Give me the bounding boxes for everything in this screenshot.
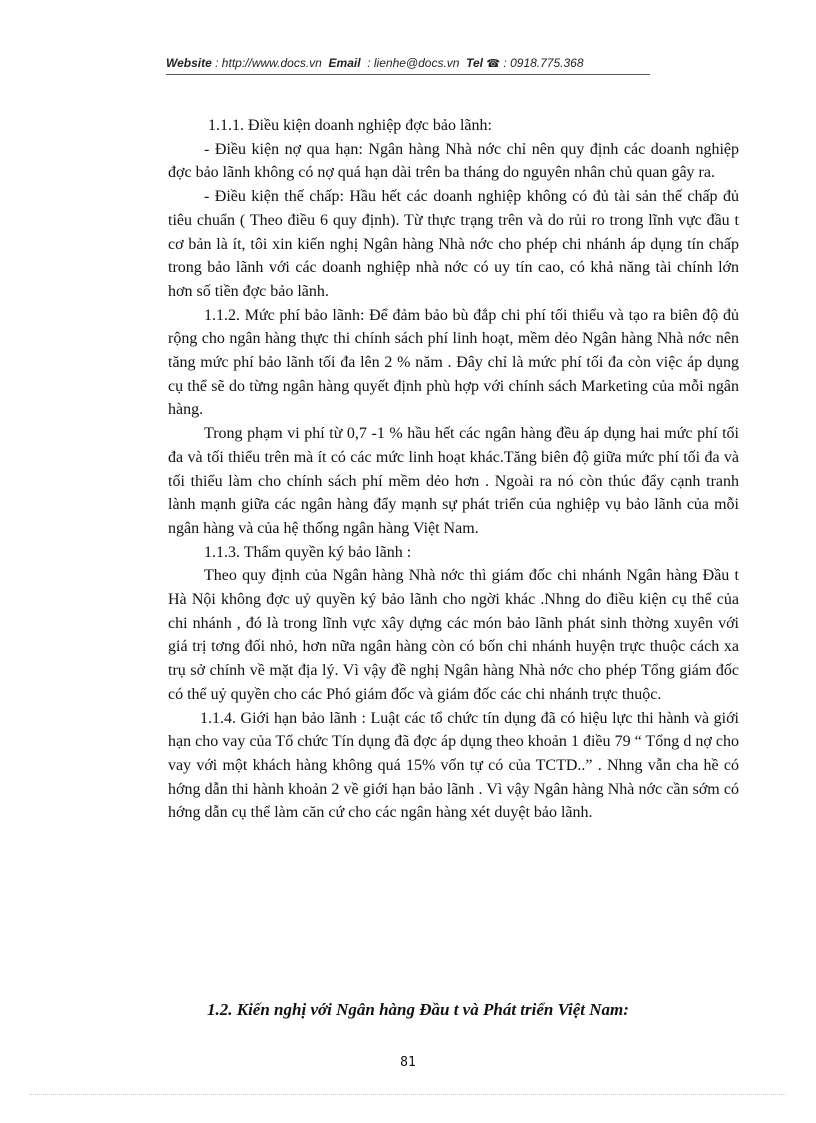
phone-icon: ☎ bbox=[486, 58, 501, 70]
website-label: Website bbox=[166, 56, 212, 70]
tel-value: : 0918.775.368 bbox=[503, 56, 584, 70]
document-body bbox=[168, 114, 739, 825]
website-value: : http://www.docs.vn bbox=[215, 56, 322, 70]
paragraph-guarantee-limit: 1.1.4. Giới hạn bảo lãnh : Luật các tổ chức tín dụng đã có hiệu lực thi hành và giới hạn cho vay của Tổ chức Tín dụng đã đợc áp dụng theo khoản 1 điều 79 “ Tổng d nợ cho vay với một khách hàng không quá 15% vốn tự có của TCTD..” . Nhng vẫn cha hề có hớng dẫn thi hành khoản 2 về giới hạn bảo lãnh . Vì vậy Ngân hàng Nhà nớc cần sớm có hớng dẫn cụ thể làm căn cứ cho các ngân hàng xét duyệt bảo lãnh. bbox=[168, 709, 739, 822]
email-label: Email bbox=[328, 56, 361, 70]
paragraph-collateral: - Điều kiện thế chấp: Hầu hết các doanh nghiệp không có đủ tài sản thế chấp đủ tiêu chuẩn ( Theo điều 6 quy định). Từ thực trạng trên và do rủi ro trong lĩnh vực đầu t cơ bản là ít, tôi xin kiến nghị Ngân hàng Nhà nớc cho phép chi nhánh áp dụng tín chấp trong bảo lãnh với các doanh nghiệp nhà nớc có uy tín cao, có khả năng tài chính lớn hơn số tiền đợc bảo lãnh. bbox=[168, 188, 739, 300]
paragraph-overdue-debt: - Điều kiện nợ qua hạn: Ngân hàng Nhà nớc chỉ nên quy định các doanh nghiệp đợc bảo lãnh không có nợ quá hạn dài trên ba tháng do nguyên nhân chủ quan gây ra. bbox=[168, 140, 739, 182]
paragraph-signing-authority: Theo quy định của Ngân hàng Nhà nớc thì giám đốc chi nhánh Ngân hàng Đầu t Hà Nội không đợc uỷ quyền ký bảo lãnh cho ngời khác .Nhng do điều kiện cụ thể của chi nhánh , đó là trong lĩnh vực xây dựng các món bảo lãnh phát sinh thờng xuyên với giá trị tơng đối nhỏ, hơn nữa ngân hàng còn có bốn chi nhánh huyện trực thuộc cách xa trụ sở chính về mặt địa lý. Vì vậy đề nghị Ngân hàng Nhà nớc cho phép Tổng giám đốc có thể uỷ quyền cho các Phó giám đốc và giám đốc các chi nhánh trực thuộc. bbox=[168, 567, 739, 703]
page-header bbox=[166, 56, 650, 70]
header-divider bbox=[166, 74, 650, 75]
paragraph-fee-range: Trong phạm vi phí từ 0,7 -1 % hầu hết các ngân hàng đều áp dụng hai mức phí tối đa và tối thiểu trên mà ít có các mức linh hoạt khác.Tăng biên độ giữa mức phí tối đa và tối thiểu làm cho chính sách phí mềm dẻo hơn . Ngoài ra nó còn thúc đẩy cạnh tranh lành mạnh giữa các ngân hàng đẩy mạnh sự phát triển của nghiệp vụ bảo lãnh của mỗi ngân hàng và của hệ thống ngân hàng Việt Nam. bbox=[168, 425, 739, 537]
footer-divider bbox=[30, 1094, 786, 1095]
paragraph-1-1-3-title: 1.1.3. Thẩm quyền ký bảo lãnh : bbox=[204, 543, 412, 561]
paragraph-1-1-1-title: 1.1.1. Điều kiện doanh nghiệp đợc bảo lãnh: bbox=[208, 117, 492, 134]
page-number: 81 bbox=[400, 1055, 416, 1070]
tel-label: Tel bbox=[466, 56, 484, 70]
paragraph-guarantee-fee: 1.1.2. Mức phí bảo lãnh: Để đảm bảo bù đắp chi phí tối thiểu và tạo ra biên độ đủ rộng cho ngân hàng thực thi chính sách phí linh hoạt, mềm dẻo Ngân hàng Nhà nớc nên tăng mức phí bảo lãnh tối đa lên 2 % năm . Đây chỉ là mức phí tối đa còn việc áp dụng cụ thể sẽ do từng ngân hàng quyết định phù hợp với chính sách Marketing của mỗi ngân hàng. bbox=[168, 306, 739, 419]
email-value: : lienhe@docs.vn bbox=[367, 56, 460, 70]
section-heading: 1.2. Kiến nghị với Ngân hàng Đầu t và Phát triển Việt Nam: bbox=[207, 1000, 629, 1019]
